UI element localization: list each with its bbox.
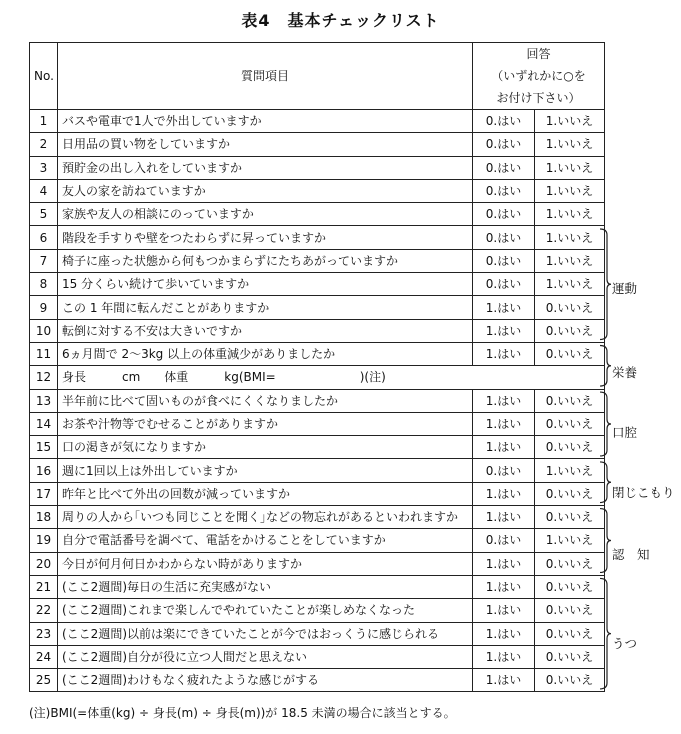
category-label-eiyou: 栄養 xyxy=(612,365,638,380)
answer-option-yes[interactable]: 1.はい xyxy=(473,342,535,365)
question-text: (ここ2週間)これまで楽しんでやれていたことが楽しめなくなった xyxy=(58,599,473,622)
answer-option-yes[interactable]: 0.はい xyxy=(473,226,535,249)
row-number: 7 xyxy=(30,249,58,272)
question-text: バスや電車で1人で外出していますか xyxy=(58,110,473,133)
answer-option-no[interactable]: 0.いいえ xyxy=(535,645,605,668)
category-label-undou: 運動 xyxy=(612,281,638,296)
answer-option-no[interactable]: 0.いいえ xyxy=(535,575,605,598)
row-number: 3 xyxy=(30,156,58,179)
question-text: 週に1回以上は外出していますか xyxy=(58,459,473,482)
footnote: (注)BMI(=体重(kg) ÷ 身長(m) ÷ 身長(m))が 18.5 未満の場合に該当とする。 xyxy=(29,706,456,720)
question-text: (ここ2週間)わけもなく疲れたような感じがする xyxy=(58,669,473,692)
answer-option-yes[interactable]: 0.はい xyxy=(473,273,535,296)
row-number: 5 xyxy=(30,203,58,226)
row-number: 14 xyxy=(30,412,58,435)
question-text: 日用品の買い物をしていますか xyxy=(58,133,473,156)
question-text: (ここ2週間)以前は楽にできていたことが今ではおっくうに感じられる xyxy=(58,622,473,645)
question-text: 自分で電話番号を調べて、電話をかけることをしていますか xyxy=(58,529,473,552)
category-bracket xyxy=(600,392,611,456)
answer-option-no[interactable]: 1.いいえ xyxy=(535,156,605,179)
row-number: 20 xyxy=(30,552,58,575)
question-text: 6ヵ月間で 2～3kg 以上の体重減少がありましたか xyxy=(58,342,473,365)
answer-option-no[interactable]: 0.いいえ xyxy=(535,482,605,505)
answer-option-no[interactable]: 0.いいえ xyxy=(535,296,605,319)
header-no: No. xyxy=(30,43,58,110)
question-text: 椅子に座った状態から何もつかまらずにたちあがっていますか xyxy=(58,249,473,272)
question-text: 半年前に比べて固いものが食べにくくなりましたか xyxy=(58,389,473,412)
answer-option-yes[interactable]: 0.はい xyxy=(473,529,535,552)
row-number: 25 xyxy=(30,669,58,692)
row-number: 16 xyxy=(30,459,58,482)
row-number: 11 xyxy=(30,342,58,365)
answer-option-yes[interactable]: 0.はい xyxy=(473,203,535,226)
row-number: 8 xyxy=(30,273,58,296)
answer-option-yes[interactable]: 1.はい xyxy=(473,296,535,319)
answer-option-yes[interactable]: 0.はい xyxy=(473,459,535,482)
answer-option-no[interactable]: 1.いいえ xyxy=(535,226,605,249)
answer-option-no[interactable]: 0.いいえ xyxy=(535,436,605,459)
category-label-koukuu: 口腔 xyxy=(612,425,638,440)
row-number: 10 xyxy=(30,319,58,342)
question-text: 15 分くらい続けて歩いていますか xyxy=(58,273,473,296)
answer-option-no[interactable]: 1.いいえ xyxy=(535,459,605,482)
answer-option-yes[interactable]: 1.はい xyxy=(473,599,535,622)
answer-option-yes[interactable]: 1.はい xyxy=(473,319,535,342)
answer-option-no[interactable]: 1.いいえ xyxy=(535,133,605,156)
answer-option-yes[interactable]: 0.はい xyxy=(473,110,535,133)
answer-option-yes[interactable]: 1.はい xyxy=(473,436,535,459)
question-text: 預貯金の出し入れをしていますか xyxy=(58,156,473,179)
row-number: 23 xyxy=(30,622,58,645)
answer-option-no[interactable]: 0.いいえ xyxy=(535,669,605,692)
row-number: 2 xyxy=(30,133,58,156)
answer-option-no[interactable]: 0.いいえ xyxy=(535,342,605,365)
answer-option-no[interactable]: 0.いいえ xyxy=(535,319,605,342)
header-answer-line1: 回答 xyxy=(526,47,551,61)
question-text: 今日が何月何日かわからない時がありますか xyxy=(58,552,473,575)
question-text: 友人の家を訪ねていますか xyxy=(58,179,473,202)
row-number: 24 xyxy=(30,645,58,668)
answer-option-yes[interactable]: 0.はい xyxy=(473,156,535,179)
row-number: 17 xyxy=(30,482,58,505)
answer-option-yes[interactable]: 1.はい xyxy=(473,622,535,645)
row-number: 18 xyxy=(30,506,58,529)
row-number: 9 xyxy=(30,296,58,319)
question-text: お茶や汁物等でむせることがありますか xyxy=(58,412,473,435)
answer-option-no[interactable]: 1.いいえ xyxy=(535,179,605,202)
answer-option-yes[interactable]: 0.はい xyxy=(473,179,535,202)
answer-option-yes[interactable]: 1.はい xyxy=(473,389,535,412)
row-number: 19 xyxy=(30,529,58,552)
row-number: 4 xyxy=(30,179,58,202)
header-answer-line2: （いずれかに○を xyxy=(491,69,586,83)
header-question: 質問項目 xyxy=(58,43,473,110)
answer-option-yes[interactable]: 1.はい xyxy=(473,669,535,692)
category-bracket xyxy=(600,345,611,386)
row-number: 13 xyxy=(30,389,58,412)
answer-option-yes[interactable]: 1.はい xyxy=(473,482,535,505)
answer-option-no[interactable]: 0.いいえ xyxy=(535,599,605,622)
question-text: 階段を手すりや壁をつたわらずに昇っていますか xyxy=(58,226,473,249)
document-title: 表4 基本チェックリスト xyxy=(241,11,440,30)
question-text: 家族や友人の相談にのっていますか xyxy=(58,203,473,226)
question-text: 転倒に対する不安は大きいですか xyxy=(58,319,473,342)
category-bracket xyxy=(600,229,611,339)
row-number: 6 xyxy=(30,226,58,249)
question-text: (ここ2週間)毎日の生活に充実感がない xyxy=(58,575,473,598)
answer-option-no[interactable]: 1.いいえ xyxy=(535,529,605,552)
row-number: 21 xyxy=(30,575,58,598)
row-number: 15 xyxy=(30,436,58,459)
category-label-utsu: うつ xyxy=(612,636,638,651)
question-text: 昨年と比べて外出の回数が減っていますか xyxy=(58,482,473,505)
answer-option-no[interactable]: 0.いいえ xyxy=(535,622,605,645)
question-text: (ここ2週間)自分が役に立つ人間だと思えない xyxy=(58,645,473,668)
answer-option-no[interactable]: 1.いいえ xyxy=(535,110,605,133)
question-text: 口の渇きが気になりますか xyxy=(58,436,473,459)
answer-option-yes[interactable]: 0.はい xyxy=(473,133,535,156)
answer-option-no[interactable]: 0.いいえ xyxy=(535,506,605,529)
category-bracket xyxy=(600,462,611,503)
category-label-tojikomori: 閉じこもり xyxy=(612,485,675,500)
question-text: 周りの人から｢いつも同じことを聞く｣などの物忘れがあるといわれますか xyxy=(58,506,473,529)
answer-option-yes[interactable]: 1.はい xyxy=(473,412,535,435)
answer-option-no[interactable]: 1.いいえ xyxy=(535,273,605,296)
answer-option-no[interactable]: 0.いいえ xyxy=(535,389,605,412)
answer-option-yes[interactable]: 1.はい xyxy=(473,645,535,668)
answer-option-no[interactable]: 0.いいえ xyxy=(535,412,605,435)
category-bracket xyxy=(600,578,611,688)
header-answer-line3: お付け下さい） xyxy=(496,91,581,105)
answer-option-yes[interactable]: 0.はい xyxy=(473,249,535,272)
answer-option-yes[interactable]: 1.はい xyxy=(473,575,535,598)
row-number: 1 xyxy=(30,110,58,133)
question-text: 身長 cm 体重 kg(BMI= )(注) xyxy=(58,366,605,389)
answer-option-no[interactable]: 1.いいえ xyxy=(535,203,605,226)
category-bracket xyxy=(600,509,611,573)
answer-option-no[interactable]: 1.いいえ xyxy=(535,249,605,272)
category-label-ninchi: 認 知 xyxy=(612,547,650,562)
answer-option-yes[interactable]: 1.はい xyxy=(473,506,535,529)
answer-option-no[interactable]: 0.いいえ xyxy=(535,552,605,575)
question-text: この 1 年間に転んだことがありますか xyxy=(58,296,473,319)
row-number: 22 xyxy=(30,599,58,622)
row-number: 12 xyxy=(30,366,58,389)
answer-option-yes[interactable]: 1.はい xyxy=(473,552,535,575)
